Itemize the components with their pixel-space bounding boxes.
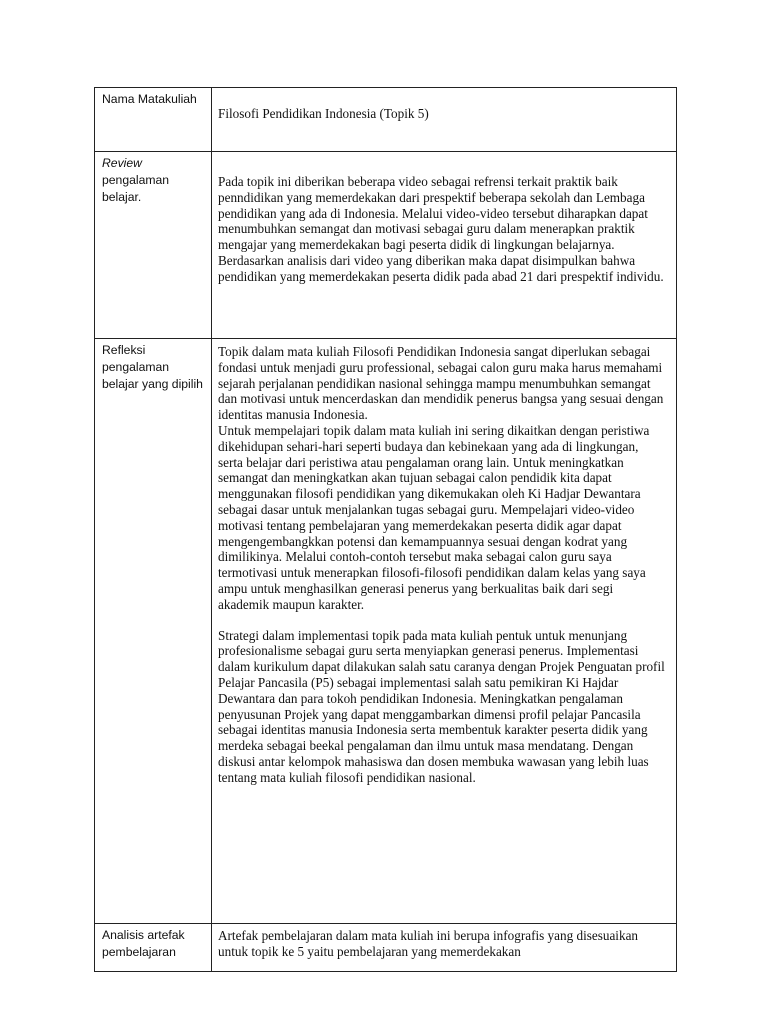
row-content: [212, 339, 677, 924]
row-label: [95, 339, 212, 924]
row-label: [95, 88, 212, 152]
content-paragraph: Pada topik ini diberikan beberapa video sebagai refrensi terkait praktik baik penndidikan yang memerdekakan dari prespektif beberapa sekolah dan Lembaga pendidikan yang ada di Indonesia. Melalui video-video tersebut diharapkan dapat menumbuhkan semangat dan motivasi sebagai guru dalam menerapkan praktik mengajar yang memerdekakan bagi peserta didik di lingkungan belajarnya. Berdasarkan analisis dari video yang diberikan maka dapat disimpulkan bahwa pendidikan yang memerdekakan peserta didik pada abad 21 dari prespektif individu.: [218, 174, 664, 284]
row-label-text: Refleksi pengalaman belajar yang dipilih: [102, 343, 203, 391]
content-paragraph: Filosofi Pendidikan Indonesia (Topik 5): [218, 106, 429, 121]
content-paragraph: Untuk mempelajari topik dalam mata kuliah ini sering dikaitkan dengan peristiwa dikehidupan sehari-hari seperti budaya dan kebinekaan yang ada di lingkungan, serta belajar dari peristiwa atau pengalaman orang lain. Untuk meningkatkan semangat dan meningkatkan akan tujuan sebagai calon pendidik kita dapat menggunakan filosofi pendidikan yang dikemukakan oleh Ki Hadjar Dewantara sebagai dasar untuk menjalankan tugas sebagai guru. Mempelajari video-video motivasi tentang pembelajaran yang memerdekakan peserta didik agar dapat mengengembangkkan potensi dan kemampuannya sesuai dengan kodrat yang dimilikinya. Melalui contoh-contoh tersebut maka sebagai calon guru saya termotivasi untuk menerapkan filosofi-filosofi pendidikan dalam kelas yang saya ampu untuk menghasilkan generasi penerus yang berkualitas baik dari segi akademik maupun karakter.: [218, 422, 650, 612]
row-label-text: Nama Matakuliah: [102, 92, 197, 106]
content-paragraph: Artefak pembelajaran dalam mata kuliah ini berupa infografis yang disesuaikan untuk topik ke 5 yaitu pembelajaran yang memerdekakan: [218, 928, 639, 959]
content-paragraph: Topik dalam mata kuliah Filosofi Pendidikan Indonesia sangat diperlukan sebagai fondasi untuk menjadi guru professional, sebagai calon guru maka harus memahami sejarah perjalanan pendidikan nasional sehingga mampu menumbuhkan semangat dan motivasi untuk mencerdaskan dan mendidik penerus bangsa yang sesuai dengan identitas manusia Indonesia.: [218, 344, 664, 423]
row-content: [212, 924, 677, 972]
row-label-emphasis: Review: [102, 156, 142, 170]
table-row: [95, 152, 677, 339]
content-paragraph: Strategi dalam implementasi topik pada mata kuliah pentuk untuk menunjang profesionalisme sebagai guru serta menyiapkan generasi penerus. Implementasi dalam kurikulum dapat dilakukan salah satu caranya dengan Projek Penguatan profil Pelajar Pancasila (P5) sebagai implementasi salah satu pemikiran Ki Hajdar Dewantara dan para tokoh pendidikan Indonesia. Meningkatkan pengalaman penyusunan Projek yang dapat menggambarkan dimensi profil pelajar Pancasila sebagai identitas manusia Indonesia serta membentuk karakter peserta didik yang merdeka sebagai beekal pengalaman dan ilmu untuk masa mendatang. Dengan diskusi antar kelompok mahasiswa dan dosen membuka wawasan yang lebih luas tentang mata kuliah filosofi pendidikan nasional.: [218, 627, 665, 785]
table-row: [95, 88, 677, 152]
row-label: [95, 924, 212, 972]
reflection-table: [94, 87, 677, 972]
row-content: [212, 88, 677, 152]
row-label-text: Analisis artefak pembelajaran: [102, 928, 185, 959]
table-row: [95, 339, 677, 924]
row-label-text: pengalaman belajar.: [102, 173, 170, 204]
table-row: [95, 924, 677, 972]
row-content: [212, 152, 677, 339]
row-label: [95, 152, 212, 339]
